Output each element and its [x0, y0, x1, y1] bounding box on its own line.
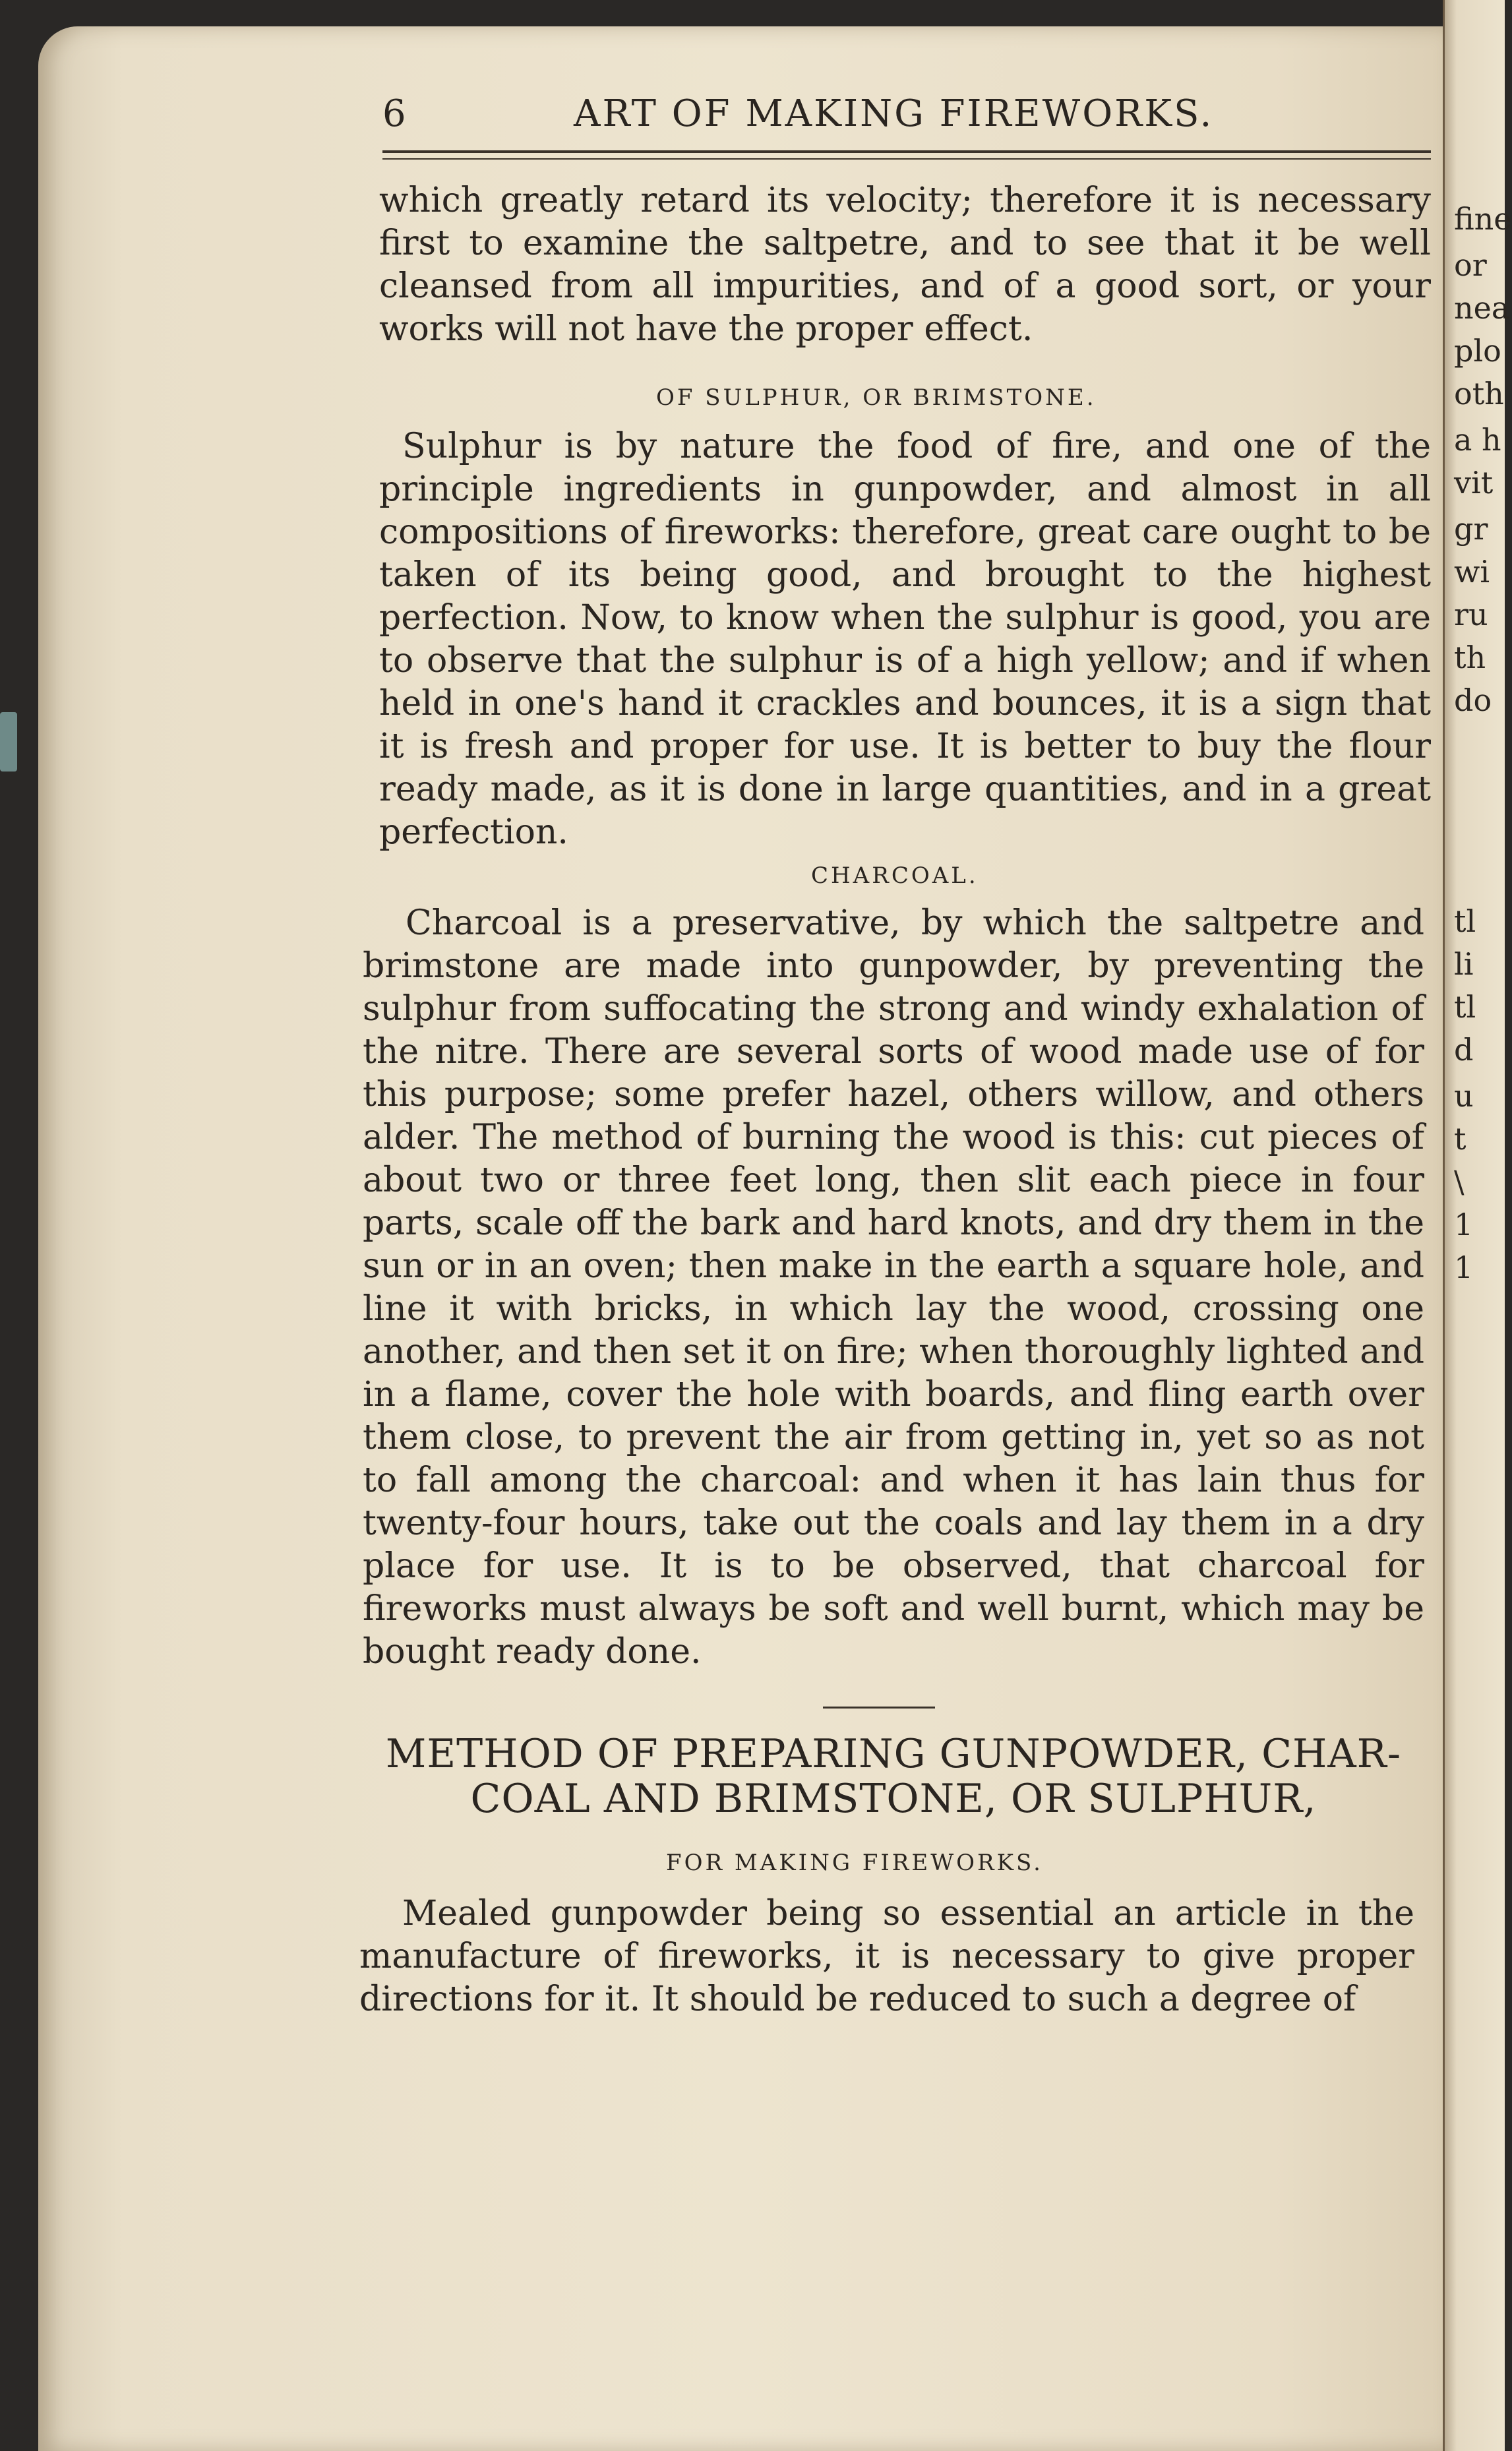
header-rule: [382, 150, 1431, 153]
facing-fragment: 1: [1454, 1207, 1474, 1242]
facing-fragment: fine: [1454, 201, 1512, 237]
facing-fragment: li: [1454, 946, 1474, 982]
method-subheading: FOR MAKING FIREWORKS.: [666, 1850, 1043, 1876]
facing-fragment: vit: [1454, 465, 1494, 500]
intro-paragraph: which greatly retard its velocity; therefore it is necessary first to examine the saltpetre, and to see that it be well cleansed from all impurities, and of a good sort, or your works will not have the proper effect.: [379, 181, 1431, 349]
page-number: 6: [382, 92, 406, 135]
running-title: ART OF MAKING FIREWORKS.: [574, 92, 1214, 135]
facing-fragment: oth: [1454, 376, 1504, 411]
sulphur-paragraph: Sulphur is by nature the food of fire, and one of the principle ingredients in gunpowder, and almost in all compositions of fireworks: therefore, great care ought to be taken of its being good, and brought to the highest perfection. Now, to know when the sulphur is good, you are to observe that the sulphur is of a high yellow; and if when held in one's hand it crackles and bounces, it is a sign that it is fresh and proper for use. It is better to buy the flour ready made, as it is done in large quantities, and in a great perfection.: [379, 427, 1431, 852]
facing-fragment: a h: [1454, 422, 1501, 458]
running-header: [382, 92, 1431, 145]
facing-fragment: tl: [1454, 903, 1476, 939]
facing-fragment: or: [1454, 247, 1487, 283]
facing-fragment: u: [1454, 1078, 1474, 1114]
facing-fragment: tl: [1454, 989, 1476, 1025]
method-heading-line2: COAL AND BRIMSTONE, OR SULPHUR,: [470, 1776, 1317, 1822]
method-heading-line1: METHOD OF PREPARING GUNPOWDER, CHAR-: [385, 1731, 1402, 1777]
sulphur-heading: OF SULPHUR, OR BRIMSTONE.: [656, 384, 1097, 411]
method-paragraph: Mealed gunpowder being so essential an article in the manufacture of fireworks, it is necessary to give proper directions for it. It should be reduced to such a degree of: [359, 1894, 1414, 2019]
facing-fragment: ru: [1454, 597, 1488, 632]
charcoal-heading: CHARCOAL.: [811, 862, 979, 889]
section-divider: [823, 1707, 935, 1709]
facing-page-edge: [1443, 0, 1512, 2451]
charcoal-paragraph: Charcoal is a preservative, by which the saltpetre and brimstone are made into gunpowder, by preventing the sulphur from suffocating the strong and windy exhalation of the nitre. There are several sorts of wood made use of for this purpose; some prefer hazel, others willow, and others alder. The method of burning the wood is this: cut pieces of about two or three feet long, then slit each piece in four parts, scale off the bark and hard knots, and dry them in the sun or in an oven; then make in the earth a square hole, and line it with bricks, in which lay the wood, crossing one another, and then set it on fire; when thoroughly lighted and in a flame, cover the hole with boards, and fling earth over them close, to prevent the air from getting in, yet so as not to fall among the charcoal: and when it has lain thus for twenty-four hours, take out the coals and lay them in a dry place for use. It is to be observed, that charcoal for fireworks must always be soft and well burnt, which may be bought ready done.: [363, 903, 1424, 1672]
facing-fragment: do: [1454, 682, 1492, 718]
binding-stain: [0, 712, 17, 772]
facing-fragment: th: [1454, 640, 1486, 675]
facing-fragment: \: [1454, 1164, 1465, 1199]
facing-fragment: plo: [1454, 333, 1501, 369]
facing-fragment: wi: [1454, 554, 1490, 590]
facing-fragment: t: [1454, 1121, 1467, 1157]
facing-fragment: gr: [1454, 511, 1488, 547]
facing-fragment: d: [1454, 1032, 1474, 1068]
header-rule-thin: [382, 158, 1431, 160]
facing-fragment: 1: [1454, 1250, 1474, 1285]
facing-fragment: nea: [1454, 290, 1510, 326]
